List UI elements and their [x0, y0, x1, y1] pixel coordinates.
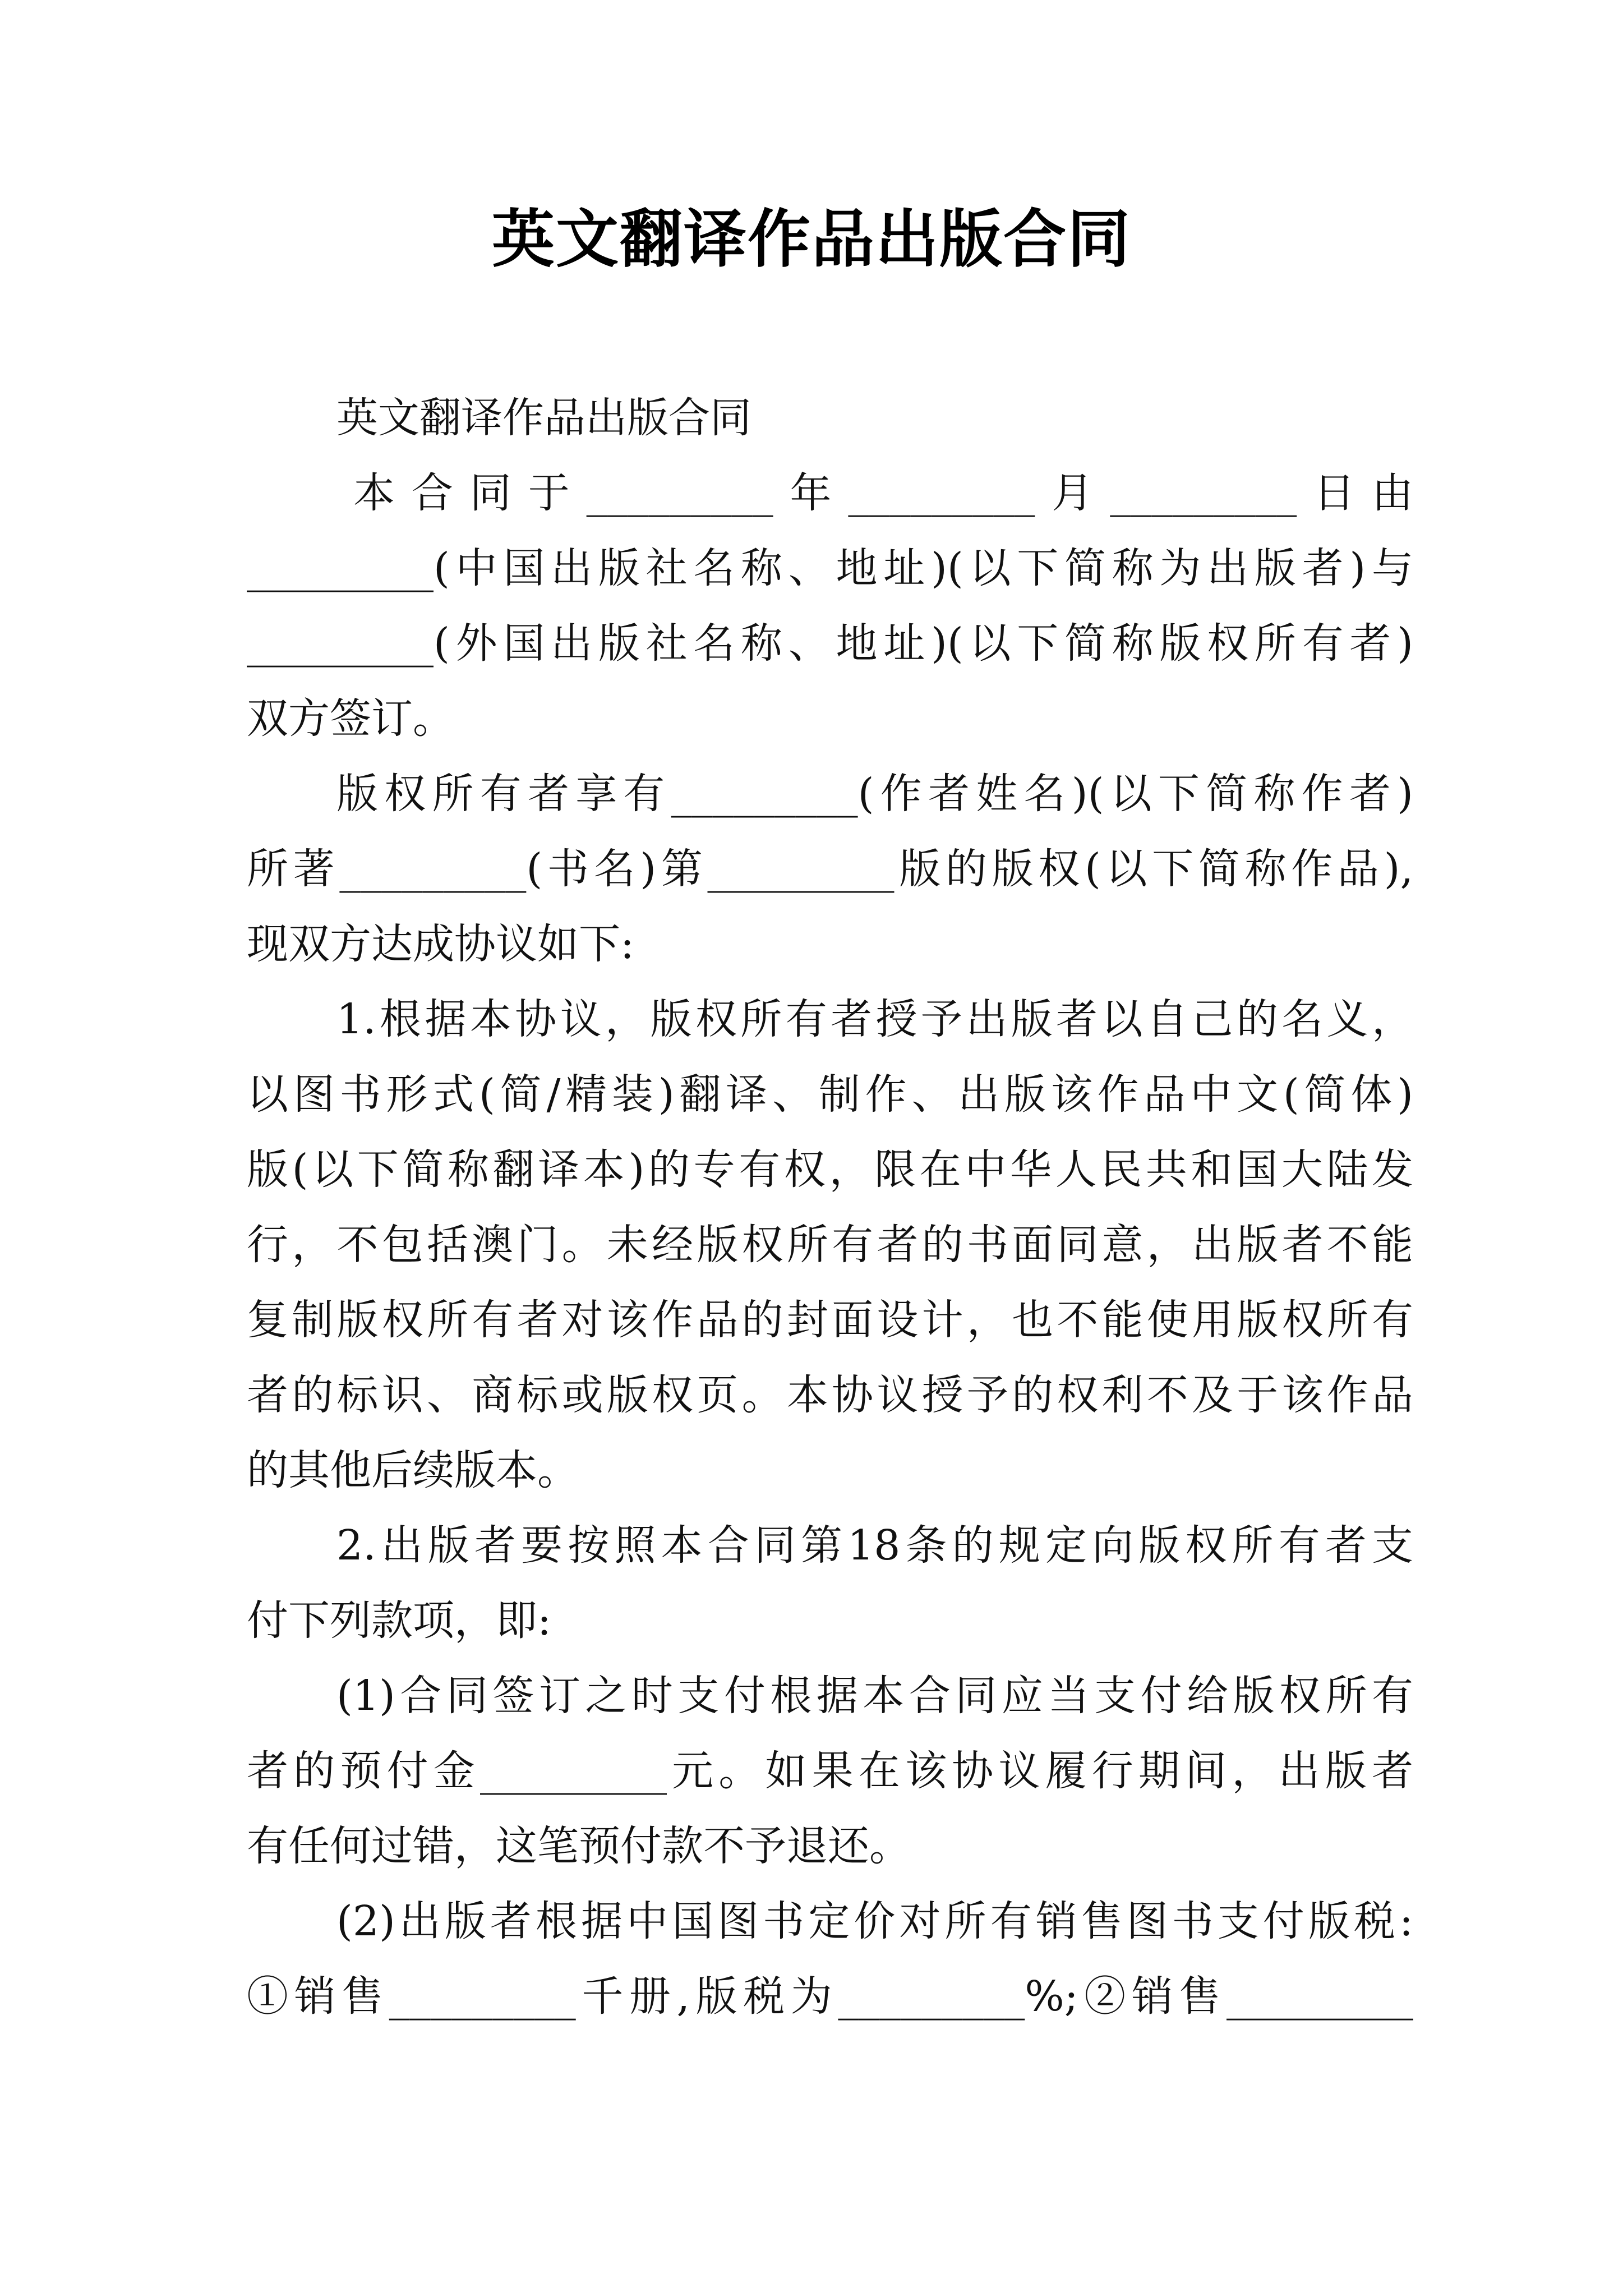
paragraph-line: 复制版权所有者对该作品的封面设计，也不能使用版权所有	[247, 1296, 1413, 1344]
paragraph-line: 版权所有者享有_________(作者姓名)(以下简称作者)	[336, 770, 1413, 818]
paragraph-line: 英文翻译作品出版合同	[336, 394, 751, 442]
paragraph-line: 有任何过错，这笔预付款不予退还。	[247, 1822, 911, 1870]
paragraph-line: _________(中国出版社名称、地址)(以下简称为出版者)与	[247, 544, 1413, 592]
paragraph-line: 现双方达成协议如下:	[247, 920, 634, 968]
paragraph-line: (1)合同签订之时支付根据本合同应当支付给版权所有	[336, 1672, 1413, 1720]
paragraph-line: 的其他后续版本。	[247, 1446, 579, 1494]
paragraph-line: 版(以下简称翻译本)的专有权，限在中华人民共和国大陆发	[247, 1145, 1413, 1194]
paragraph-line: 者的预付金_________元。如果在该协议履行期间，出版者	[247, 1747, 1413, 1795]
paragraph-line: 者的标识、商标或版权页。本协议授予的权利不及于该作品	[247, 1371, 1413, 1419]
paragraph-line: 付下列款项，即:	[247, 1596, 551, 1645]
paragraph-line: ①销售_________千册,版税为_________%;②销售_________	[247, 1972, 1413, 2021]
paragraph-line: 1.根据本协议，版权所有者授予出版者以自己的名义，	[336, 995, 1413, 1043]
paragraph-line: (2)出版者根据中国图书定价对所有销售图书支付版税:	[336, 1897, 1413, 1945]
document-body	[247, 380, 1413, 2034]
document-title: 英文翻译作品出版合同	[492, 203, 1131, 276]
paragraph-line: 以图书形式(简/精装)翻译、制作、出版该作品中文(简体)	[247, 1070, 1413, 1119]
paragraph-line: _________(外国出版社名称、地址)(以下简称版权所有者)	[247, 619, 1413, 668]
paragraph-line: 行，不包括澳门。未经版权所有者的书面同意，出版者不能	[247, 1221, 1413, 1269]
paragraph-line: 双方签订。	[247, 694, 454, 743]
paragraph-line: 本合同于_________年_________月_________日由	[353, 469, 1413, 517]
paragraph-line: 2.出版者要按照本合同第18条的规定向版权所有者支	[336, 1521, 1413, 1570]
paragraph-line: 所著_________(书名)第_________版的版权(以下简称作品),	[247, 845, 1413, 893]
